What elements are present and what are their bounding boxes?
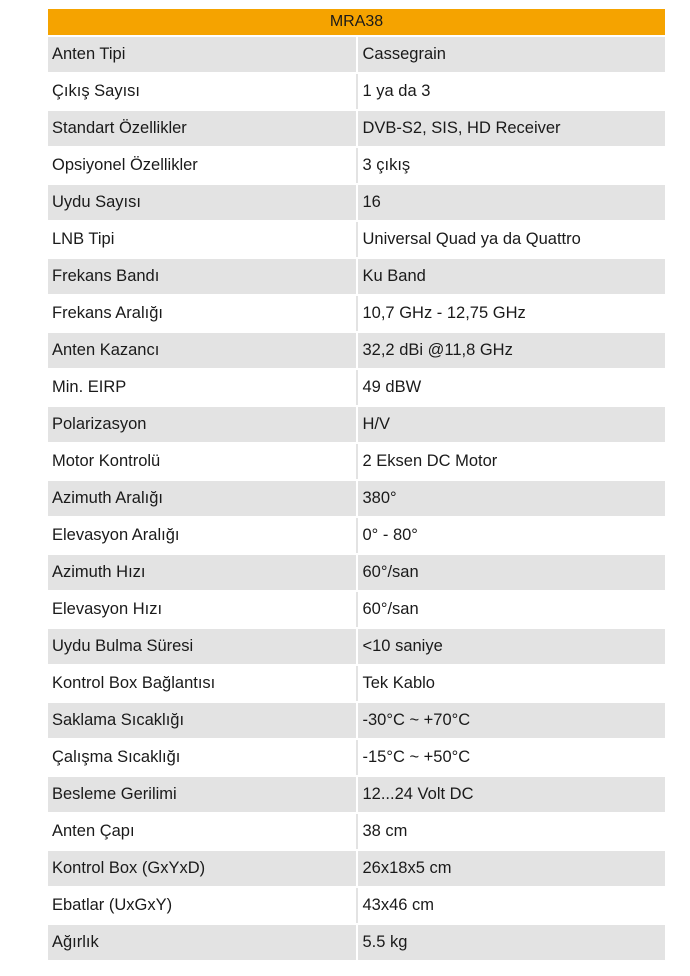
spec-value: Universal Quad ya da Quattro	[357, 221, 666, 258]
spec-value: Cassegrain	[357, 36, 666, 73]
spec-value: -30°C ~ +70°C	[357, 702, 666, 739]
spec-value: Tek Kablo	[357, 665, 666, 702]
table-row	[48, 591, 665, 628]
spec-label: Min. EIRP	[48, 369, 357, 406]
spec-label: Opsiyonel Özellikler	[48, 147, 357, 184]
spec-label: Çıkış Sayısı	[48, 73, 357, 110]
spec-value: Ku Band	[357, 258, 666, 295]
table-row	[48, 110, 665, 147]
spec-label: Standart Özellikler	[48, 110, 357, 147]
spec-label: Besleme Gerilimi	[48, 776, 357, 813]
table-title: MRA38	[48, 9, 665, 36]
spec-label: Anten Tipi	[48, 36, 357, 73]
spec-label: Kontrol Box Bağlantısı	[48, 665, 357, 702]
spec-label: Polarizasyon	[48, 406, 357, 443]
table-row	[48, 332, 665, 369]
spec-label: Azimuth Hızı	[48, 554, 357, 591]
spec-label: Çalışma Sıcaklığı	[48, 739, 357, 776]
table-row	[48, 369, 665, 406]
spec-value: 32,2 dBi @11,8 GHz	[357, 332, 666, 369]
spec-label: Saklama Sıcaklığı	[48, 702, 357, 739]
table-row	[48, 258, 665, 295]
spec-label: Uydu Sayısı	[48, 184, 357, 221]
spec-value: -15°C ~ +50°C	[357, 739, 666, 776]
spec-value: 5.5 kg	[357, 924, 666, 961]
table-header-row	[48, 9, 665, 36]
spec-label: Ebatlar (UxGxY)	[48, 887, 357, 924]
spec-label: Azimuth Aralığı	[48, 480, 357, 517]
table-row	[48, 406, 665, 443]
spec-value: 38 cm	[357, 813, 666, 850]
table-row	[48, 554, 665, 591]
spec-value: 26x18x5 cm	[357, 850, 666, 887]
spec-value: 43x46 cm	[357, 887, 666, 924]
spec-value: 380°	[357, 480, 666, 517]
spec-value: 60°/san	[357, 591, 666, 628]
spec-label: Uydu Bulma Süresi	[48, 628, 357, 665]
table-row	[48, 776, 665, 813]
spec-value: <10 saniye	[357, 628, 666, 665]
spec-label: Kontrol Box (GxYxD)	[48, 850, 357, 887]
spec-label: Frekans Bandı	[48, 258, 357, 295]
spec-table	[48, 9, 665, 962]
spec-value: 49 dBW	[357, 369, 666, 406]
table-row	[48, 924, 665, 961]
table-row	[48, 665, 665, 702]
spec-value: H/V	[357, 406, 666, 443]
spec-label: Anten Kazancı	[48, 332, 357, 369]
table-row	[48, 480, 665, 517]
spec-value: 0° - 80°	[357, 517, 666, 554]
table-row	[48, 628, 665, 665]
spec-value: 2 Eksen DC Motor	[357, 443, 666, 480]
table-row	[48, 221, 665, 258]
spec-label: Elevasyon Aralığı	[48, 517, 357, 554]
spec-value: DVB-S2, SIS, HD Receiver	[357, 110, 666, 147]
spec-value: 3 çıkış	[357, 147, 666, 184]
spec-label: Ağırlık	[48, 924, 357, 961]
spec-label: LNB Tipi	[48, 221, 357, 258]
spec-label: Motor Kontrolü	[48, 443, 357, 480]
table-row	[48, 36, 665, 73]
spec-label: Elevasyon Hızı	[48, 591, 357, 628]
spec-label: Anten Çapı	[48, 813, 357, 850]
table-row	[48, 739, 665, 776]
table-row	[48, 295, 665, 332]
spec-value: 16	[357, 184, 666, 221]
spec-value: 60°/san	[357, 554, 666, 591]
spec-label: Frekans Aralığı	[48, 295, 357, 332]
table-row	[48, 147, 665, 184]
spec-value: 12...24 Volt DC	[357, 776, 666, 813]
table-row	[48, 850, 665, 887]
table-body	[48, 36, 665, 961]
table-row	[48, 184, 665, 221]
table-row	[48, 517, 665, 554]
spec-value: 10,7 GHz - 12,75 GHz	[357, 295, 666, 332]
table-row	[48, 73, 665, 110]
spec-value: 1 ya da 3	[357, 73, 666, 110]
table-row	[48, 702, 665, 739]
table-row	[48, 443, 665, 480]
table-row	[48, 887, 665, 924]
table-row	[48, 813, 665, 850]
